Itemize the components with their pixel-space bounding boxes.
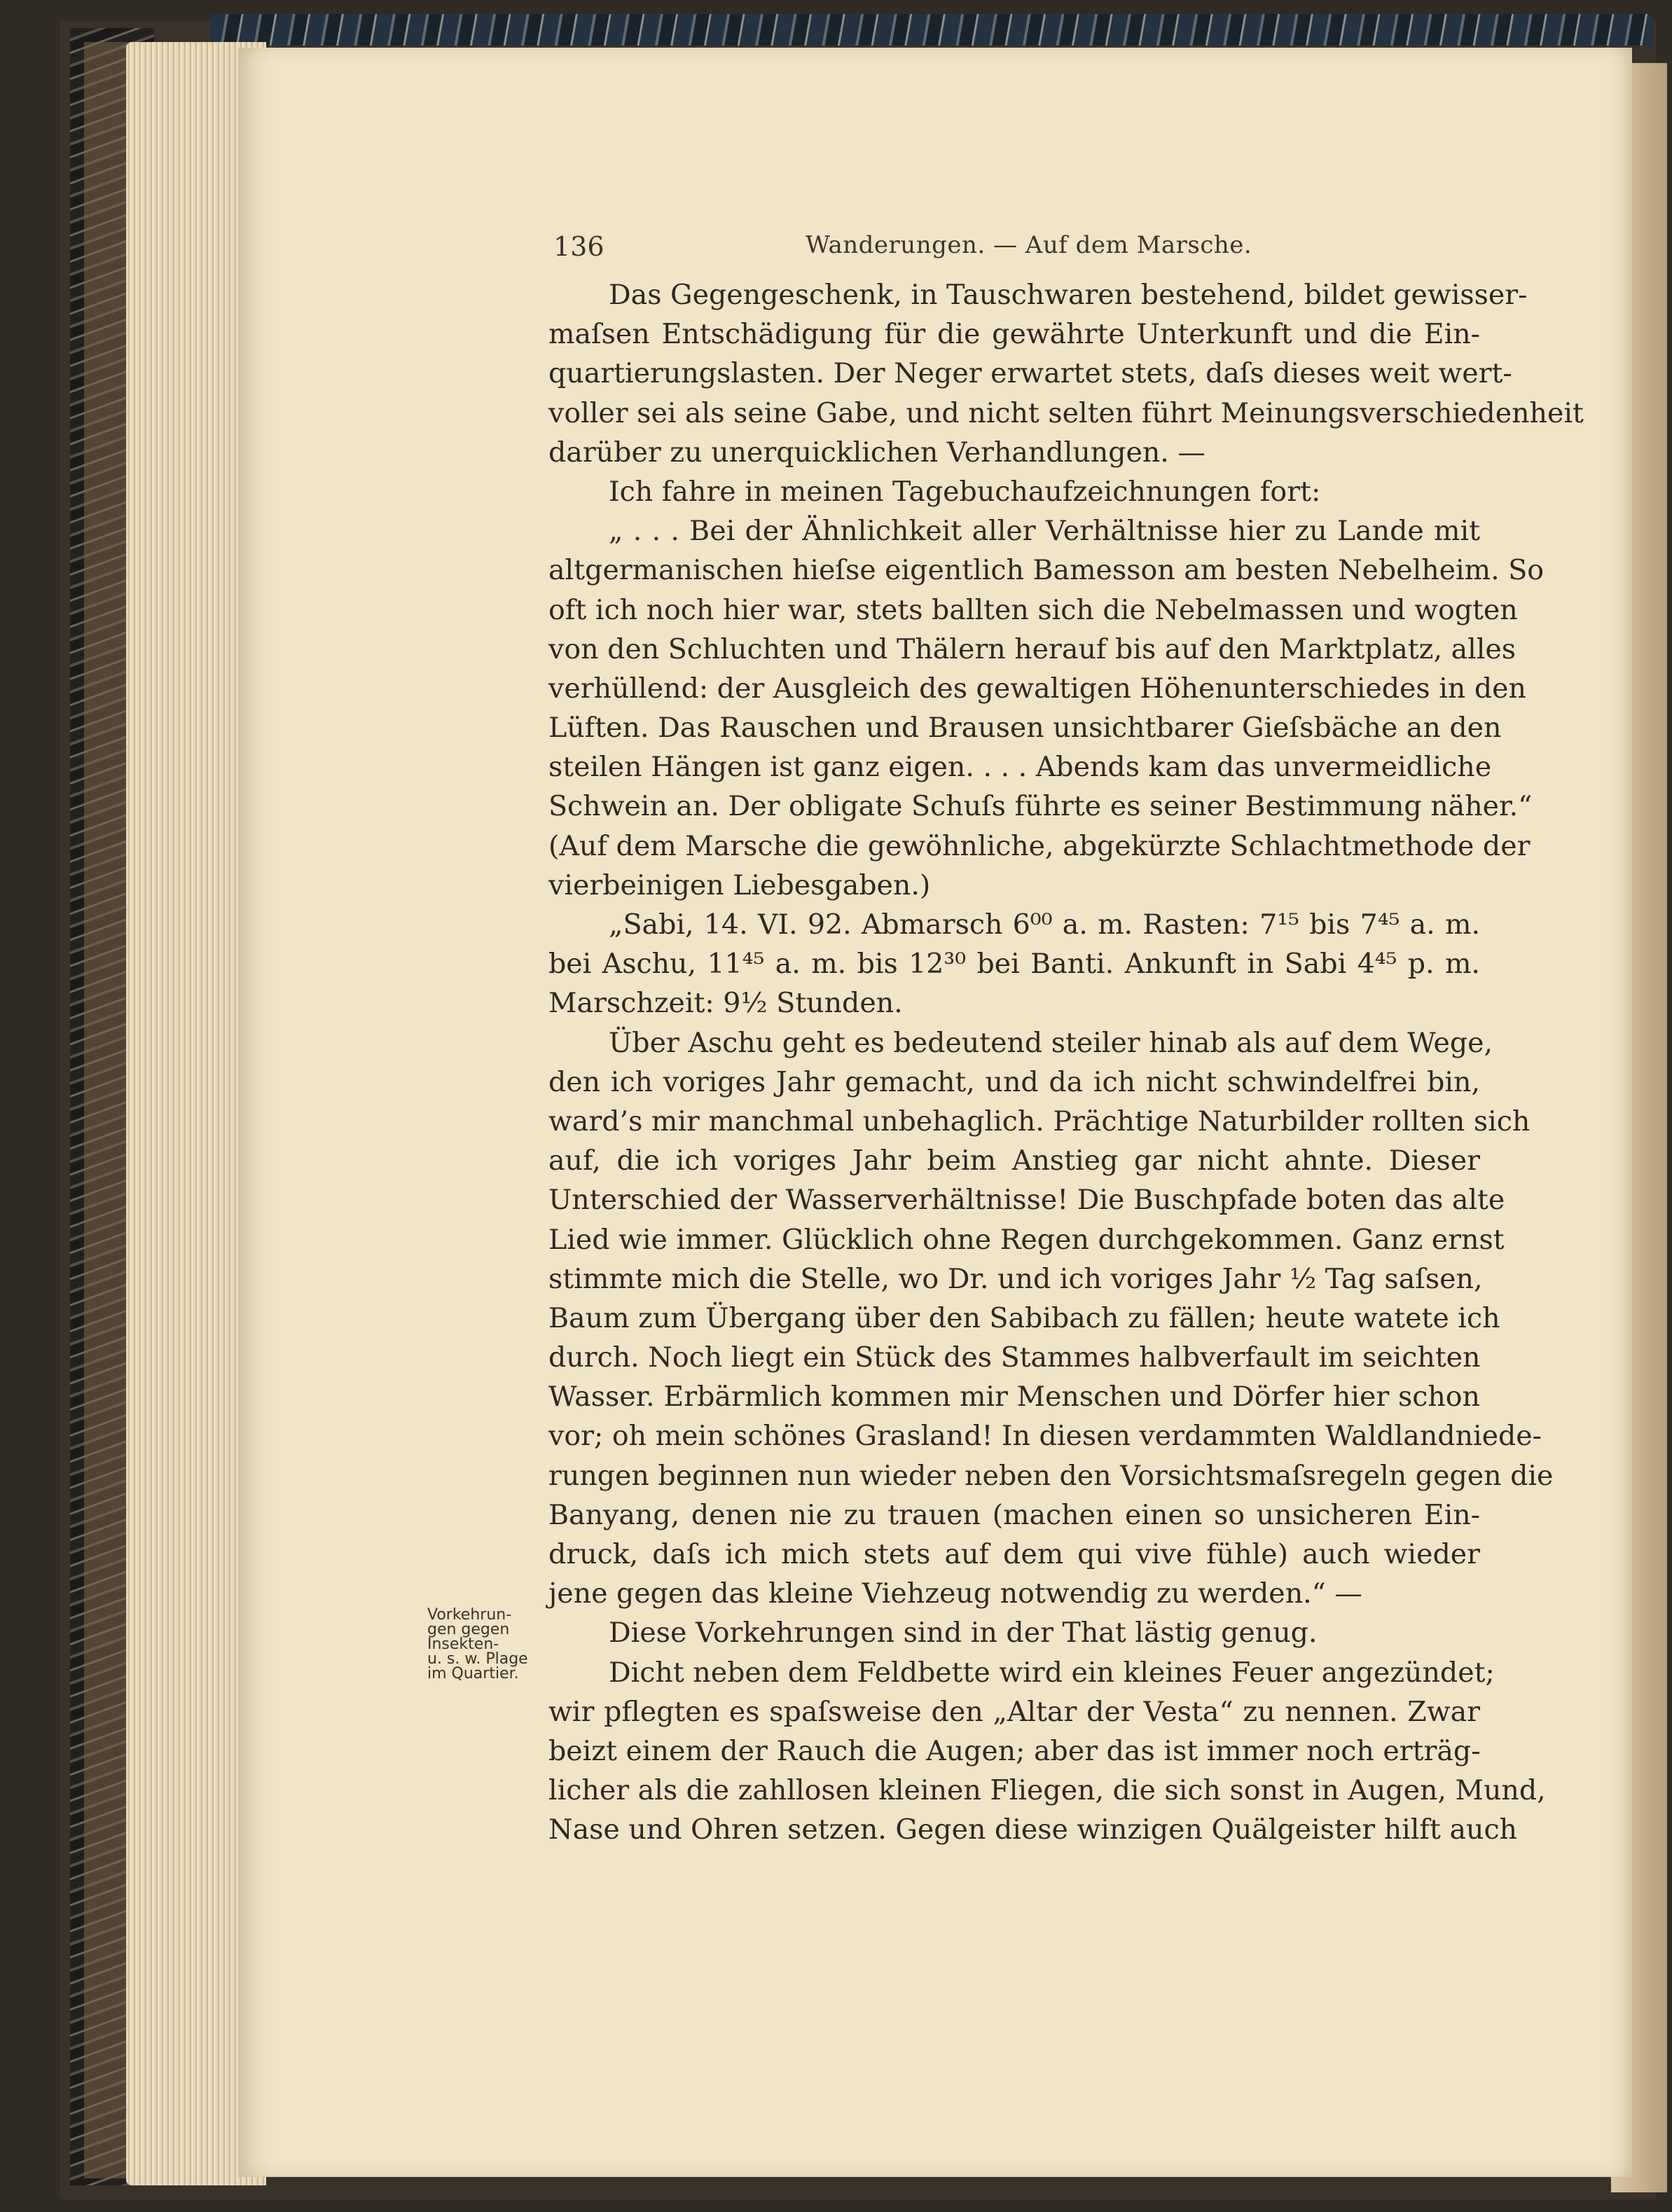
margin-note-line: gen gegen: [427, 1621, 510, 1638]
text-line: Lüften. Das Rauschen und Brausen unsichtbarer Gieſsbäche an den: [548, 712, 1502, 745]
text-line: durch. Noch liegt ein Stück des Stammes halbverfault im seichten: [548, 1341, 1481, 1374]
body-text: [548, 275, 1584, 1850]
margin-note-line: u. s. w. Plage: [427, 1650, 528, 1668]
text-line: quartierungslasten. Der Neger erwartet stets, daſs dieses weit wert-: [548, 357, 1512, 390]
text-line: Lied wie immer. Glücklich ohne Regen durchgekommen. Ganz ernst: [548, 1223, 1505, 1256]
text-line: darüber zu unerquicklichen Verhandlungen. —: [548, 436, 1205, 469]
text-line: beizt einem der Rauch die Augen; aber das ist immer noch erträg-: [548, 1734, 1481, 1767]
text-line: Das Gegengeschenk, in Tauschwaren bestehend, bildet gewisser-: [609, 279, 1528, 311]
text-line: stimmte mich die Stelle, wo Dr. und ich voriges Jahr ½ Tag saſsen,: [548, 1262, 1483, 1295]
text-line: altgermanischen hieſse eigentlich Bamesson am besten Nebelheim. So: [548, 554, 1545, 587]
text-line: licher als die zahllosen kleinen Fliegen, die sich sonst in Augen, Mund,: [548, 1774, 1546, 1807]
text-line: Wasser. Erbärmlich kommen mir Menschen und Dörfer hier schon: [548, 1381, 1480, 1413]
text-line: bei Aschu, 11⁴⁵ a. m. bis 12³⁰ bei Banti. Ankunft in Sabi 4⁴⁵ p. m.: [548, 948, 1480, 981]
text-line: „ . . . Bei der Ähnlichkeit aller Verhältnisse hier zu Lande mit: [609, 515, 1480, 548]
margin-note: [427, 1608, 546, 1681]
text-line: „Sabi, 14. VI. 92. Abmarsch 6⁰⁰ a. m. Rasten: 7¹⁵ bis 7⁴⁵ a. m.: [609, 908, 1480, 941]
text-line: auf, die ich voriges Jahr beim Anstieg gar nicht ahnte. Dieser: [548, 1145, 1480, 1177]
text-line: wir pflegten es spaſsweise den „Altar der Vesta“ zu nennen. Zwar: [548, 1695, 1480, 1728]
text-line: rungen beginnen nun wieder neben den Vorsichtsmaſsregeln gegen die: [548, 1459, 1554, 1492]
text-line: Marschzeit: 9½ Stunden.: [548, 987, 903, 1020]
text-line: vor; oh mein schönes Grasland! In diesen verdammten Waldlandniede-: [548, 1420, 1542, 1453]
text-line: jene gegen das kleine Viehzeug notwendig zu werden.“ —: [548, 1577, 1362, 1610]
text-line: Unterschied der Wasserverhältnisse! Die Buschpfade boten das alte: [548, 1184, 1505, 1217]
text-line: Schwein an. Der obligate Schuſs führte es seiner Bestimmung näher.“: [548, 790, 1533, 823]
text-line: Banyang, denen nie zu trauen (machen einen so unsicheren Ein-: [548, 1498, 1480, 1531]
text-line: Baum zum Übergang über den Sabibach zu fällen; heute watete ich: [548, 1301, 1500, 1334]
text-line: Über Aschu geht es bedeutend steiler hinab als auf dem Wege,: [609, 1026, 1493, 1059]
text-line: ward’s mir manchmal unbehaglich. Prächtige Naturbilder rollten sich: [548, 1105, 1531, 1138]
text-line: druck, daſs ich mich stets auf dem qui vive fühle) auch wieder: [548, 1538, 1480, 1570]
text-line: den ich voriges Jahr gemacht, und da ich nicht schwindelfrei bin,: [548, 1065, 1480, 1098]
text-line: vierbeinigen Liebesgaben.): [548, 869, 931, 901]
text-line: oft ich noch hier war, stets ballten sich die Nebelmassen und wogten: [548, 593, 1518, 626]
page-header: [546, 231, 1478, 266]
text-line: Dicht neben dem Feldbette wird ein kleines Feuer angezündet;: [609, 1656, 1495, 1689]
text-line: Nase und Ohren setzen. Gegen diese winzigen Quälgeister hilft auch: [548, 1813, 1518, 1846]
marbled-cover-top: [210, 14, 1653, 46]
margin-note-line: Insekten-: [427, 1636, 499, 1653]
text-line: voller sei als seine Gabe, und nicht selten führt Meinungsverschiedenheit: [548, 396, 1584, 429]
running-title: Wanderungen. — Auf dem Marsche.: [806, 231, 1252, 259]
margin-note-line: Vorkehrun-: [427, 1606, 512, 1624]
margin-note-line: im Quartier.: [427, 1665, 519, 1682]
text-line: von den Schluchten und Thälern herauf bis auf den Marktplatz, alles: [548, 633, 1516, 665]
text-line: Diese Vorkehrungen sind in der That lästig genug.: [609, 1617, 1318, 1650]
text-line: Ich fahre in meinen Tagebuchaufzeichnungen fort:: [609, 475, 1321, 508]
text-line: maſsen Entschädigung für die gewährte Unterkunft und die Ein-: [548, 318, 1480, 351]
text-line: (Auf dem Marsche die gewöhnliche, abgekürzte Schlachtmethode der: [548, 829, 1531, 862]
text-line: steilen Hängen ist ganz eigen. . . . Abends kam das unvermeidliche: [548, 751, 1492, 784]
page-number: 136: [553, 231, 604, 262]
text-line: verhüllend: der Ausgleich des gewaltigen Höhenunterschiedes in den: [548, 672, 1526, 705]
